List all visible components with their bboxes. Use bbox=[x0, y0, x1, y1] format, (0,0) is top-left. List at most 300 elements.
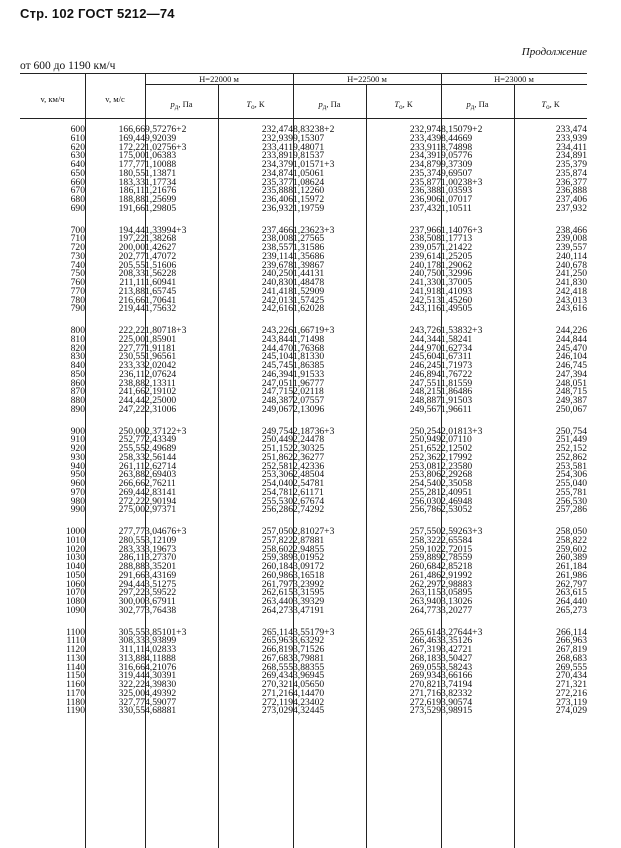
table-cell: 257,286 bbox=[555, 504, 587, 516]
table-cell: 250,949 bbox=[409, 434, 441, 446]
table-cell: 1,56228 bbox=[145, 268, 177, 280]
table-cell: 258,322 bbox=[409, 534, 441, 546]
table-cell: 1,67311 bbox=[441, 351, 472, 363]
table-cell: 1,58241 bbox=[441, 333, 473, 345]
table-cell: 237,466 bbox=[261, 224, 293, 236]
table-cell: 253,306 bbox=[261, 469, 293, 481]
table-cell: 247,715 bbox=[261, 386, 293, 398]
table-cell: 233,33 bbox=[118, 360, 145, 371]
table-cell: 243,844 bbox=[261, 333, 293, 345]
table-cell: 4,68881 bbox=[145, 705, 177, 717]
table-cell: 3,82332 bbox=[441, 687, 473, 699]
table-cell: 600 bbox=[70, 124, 85, 135]
table-cell: 191,66 bbox=[118, 202, 145, 214]
table-cell: 1,14076+3 bbox=[441, 224, 483, 236]
table-cell: 255,55 bbox=[118, 443, 145, 454]
table-cell: 1,57425 bbox=[293, 294, 325, 306]
table-cell: 1,71973 bbox=[441, 360, 473, 371]
table-cell: 2,35058 bbox=[441, 478, 473, 489]
table-cell: 1,23623+3 bbox=[293, 224, 335, 236]
table-cell: 180,55 bbox=[118, 167, 145, 179]
table-cell: 237,932 bbox=[555, 202, 587, 214]
table-cell: 225,00 bbox=[118, 333, 145, 345]
table-cell: 240,178 bbox=[409, 259, 441, 271]
table-cell: 272,22 bbox=[118, 495, 145, 507]
table-cell: 236,888 bbox=[555, 185, 587, 197]
table-cell: 255,530 bbox=[261, 495, 293, 507]
table-cell: 1,47072 bbox=[145, 250, 177, 262]
table-cell: 244,226 bbox=[555, 325, 587, 336]
table-cell: 261,11 bbox=[118, 460, 145, 472]
table-cell: 1,15972 bbox=[293, 194, 325, 205]
table-cell: 294,44 bbox=[118, 578, 145, 590]
table-cell: 1170 bbox=[66, 687, 85, 699]
table-cell: 1,76368 bbox=[293, 342, 325, 354]
table-cell: 257,822 bbox=[261, 534, 293, 546]
table-cell: 1,33994+3 bbox=[145, 224, 187, 236]
table-cell: 232,474 bbox=[261, 124, 293, 135]
table-cell: 237,432 bbox=[409, 202, 441, 214]
table-cell: 302,77 bbox=[118, 604, 145, 616]
table-cell: 4,32445 bbox=[293, 705, 325, 717]
table-cell: 272,619 bbox=[409, 696, 441, 708]
table-cell: 265,273 bbox=[555, 604, 587, 616]
table-cell: 2,24478 bbox=[293, 434, 325, 446]
table-cell: 2,43349 bbox=[145, 434, 177, 446]
table-cell: 4,59077 bbox=[145, 696, 177, 708]
table-cell: 3,43169 bbox=[145, 569, 177, 581]
table-cell: 254,306 bbox=[555, 469, 587, 481]
table-cell: 266,963 bbox=[555, 635, 587, 647]
table-cell: 246,104 bbox=[555, 351, 587, 363]
table-cell: 1,17734 bbox=[145, 176, 177, 188]
table-cell: 240,250 bbox=[261, 268, 293, 280]
table-cell: 3,05895 bbox=[441, 587, 473, 599]
table-cell: 269,934 bbox=[409, 670, 441, 682]
table-cell: 850 bbox=[70, 368, 85, 380]
table-cell: 1,31586 bbox=[293, 242, 325, 253]
table-cell: 3,42721 bbox=[441, 644, 473, 655]
table-cell: 2,31006 bbox=[145, 403, 177, 415]
table-cell: 250,00 bbox=[118, 425, 145, 437]
table-cell: 3,67911 bbox=[145, 596, 176, 607]
table-cell: 266,819 bbox=[261, 644, 293, 655]
table-cell: 2,62714 bbox=[145, 460, 177, 472]
table-cell: 1040 bbox=[65, 561, 85, 572]
table-cell: 1,96561 bbox=[145, 351, 177, 363]
table-cell: 3,01952 bbox=[293, 552, 325, 564]
table-cell: 273,119 bbox=[556, 696, 587, 708]
table-cell: 760 bbox=[70, 277, 85, 288]
table-cell: 2,02042 bbox=[145, 360, 177, 371]
table-cell: 241,918 bbox=[409, 285, 441, 297]
table-cell: 242,513 bbox=[409, 294, 441, 306]
table-cell: 256,530 bbox=[555, 495, 587, 507]
table-cell: 3,71526 bbox=[293, 644, 325, 655]
table-cell: 4,49392 bbox=[145, 687, 177, 699]
table-cell: 2,12502 bbox=[441, 443, 473, 454]
table-cell: 169,44 bbox=[118, 132, 145, 144]
table-cell: 313,88 bbox=[118, 652, 145, 664]
table-cell: 2,29268 bbox=[441, 469, 473, 481]
table-cell: 2,76211 bbox=[145, 478, 176, 489]
table-cell: 243,116 bbox=[410, 303, 441, 315]
table-cell: 3,39329 bbox=[293, 596, 325, 607]
table-cell: 263,615 bbox=[555, 587, 587, 599]
table-cell: 2,23580 bbox=[441, 460, 473, 472]
group-header-22500: H=22500 м bbox=[347, 74, 387, 84]
table-cell: 780 bbox=[70, 294, 85, 306]
table-cell: 1,66719+3 bbox=[293, 325, 335, 336]
table-cell: 271,716 bbox=[409, 687, 441, 699]
table-cell: 205,55 bbox=[118, 259, 145, 271]
table-cell: 219,44 bbox=[118, 303, 145, 315]
table-cell: 1,80718+3 bbox=[145, 325, 187, 336]
table-cell: 970 bbox=[70, 486, 85, 498]
table-cell: 270,321 bbox=[261, 679, 293, 690]
table-cell: 261,184 bbox=[555, 561, 587, 572]
table-cell: 1180 bbox=[66, 696, 85, 708]
table-cell: 1,45260 bbox=[441, 294, 473, 306]
table-cell: 280,55 bbox=[118, 534, 145, 546]
table-cell: 1,27565 bbox=[293, 233, 325, 245]
table-cell: 188,88 bbox=[118, 194, 145, 205]
table-cell: 265,963 bbox=[261, 635, 293, 647]
table-cell: 1030 bbox=[65, 552, 85, 564]
table-cell: 2,83141 bbox=[145, 486, 177, 498]
table-cell: 1,07017 bbox=[441, 194, 473, 205]
table-cell: 9,37309 bbox=[441, 159, 473, 170]
table-cell: 269,055 bbox=[409, 661, 441, 673]
table-cell: 610 bbox=[70, 132, 85, 144]
table-cell: 237,966 bbox=[409, 224, 441, 236]
table-cell: 238,508 bbox=[409, 233, 441, 245]
table-cell: 233,891 bbox=[261, 150, 293, 162]
table-cell: 1150 bbox=[66, 670, 85, 682]
table-cell: 2,67674 bbox=[293, 495, 325, 507]
table-cell: 1,35686 bbox=[293, 250, 325, 262]
table-cell: 266,114 bbox=[556, 626, 587, 638]
table-cell: 197,22 bbox=[118, 233, 145, 245]
table-cell: 247,551 bbox=[409, 377, 441, 389]
table-cell: 255,040 bbox=[555, 478, 587, 489]
table-cell: 172,22 bbox=[118, 141, 145, 153]
table-cell: 234,891 bbox=[555, 150, 587, 162]
table-cell: 241,250 bbox=[555, 268, 587, 280]
table-cell: 305,55 bbox=[118, 626, 145, 638]
col-header-temperature: $T_о$, К bbox=[394, 99, 413, 111]
table-cell: 1,41093 bbox=[441, 285, 473, 297]
table-cell: 291,66 bbox=[118, 569, 145, 581]
table-cell: 330,55 bbox=[118, 705, 145, 717]
table-cell: 238,88 bbox=[118, 377, 145, 389]
table-cell: 1,21676 bbox=[145, 185, 177, 197]
table-cell: 2,19102 bbox=[145, 386, 177, 398]
table-cell: 1,51606 bbox=[145, 259, 177, 271]
table-cell: 4,23402 bbox=[293, 696, 325, 708]
table-cell: 1,25699 bbox=[145, 194, 177, 205]
table-cell: 950 bbox=[70, 469, 85, 481]
table-cell: 1,10511 bbox=[441, 202, 472, 214]
table-cell: 4,14470 bbox=[293, 687, 325, 699]
table-cell: 1,17713 bbox=[441, 233, 473, 245]
table-cell: 264,440 bbox=[555, 596, 587, 607]
table-cell: 9,92039 bbox=[145, 132, 177, 144]
table-cell: 243,226 bbox=[261, 325, 293, 336]
table-cell: 266,463 bbox=[409, 635, 441, 647]
table-cell: 183,33 bbox=[118, 176, 145, 188]
table-cell: 252,862 bbox=[555, 451, 587, 463]
table-cell: 235,374 bbox=[409, 167, 441, 179]
table-cell: 238,557 bbox=[261, 242, 293, 253]
table-cell: 1,38268 bbox=[145, 233, 177, 245]
table-cell: 3,98915 bbox=[441, 705, 473, 717]
table-cell: 660 bbox=[70, 176, 85, 188]
table-cell: 1,65745 bbox=[145, 285, 177, 297]
table-cell: 252,152 bbox=[555, 443, 587, 454]
table-cell: 1,81330 bbox=[293, 351, 325, 363]
table-cell: 810 bbox=[70, 333, 85, 345]
table-cell: 640 bbox=[70, 159, 85, 170]
table-cell: 670 bbox=[70, 185, 85, 197]
table-cell: 940 bbox=[70, 460, 85, 472]
table-cell: 870 bbox=[70, 386, 85, 398]
table-cell: 3,47191 bbox=[293, 604, 325, 616]
table-cell: 256,286 bbox=[261, 504, 293, 516]
table-cell: 1,02756+3 bbox=[145, 141, 187, 153]
table-row bbox=[20, 506, 587, 515]
table-cell: 8,15079+2 bbox=[441, 124, 483, 135]
table-cell: 3,74194 bbox=[441, 679, 473, 690]
table-cell: 3,88355 bbox=[293, 661, 325, 673]
table-cell: 3,90574 bbox=[441, 696, 473, 708]
table-cell: 254,040 bbox=[261, 478, 293, 489]
table-cell: 273,529 bbox=[409, 705, 441, 717]
table-cell: 1,71498 bbox=[293, 333, 325, 345]
table-cell: 227,77 bbox=[118, 342, 145, 354]
table-cell: 2,97371 bbox=[145, 504, 177, 516]
table-cell: 263,115 bbox=[410, 587, 441, 599]
table-cell: 273,029 bbox=[261, 705, 293, 717]
table-cell: 261,797 bbox=[261, 578, 293, 590]
table-cell: 259,102 bbox=[409, 543, 441, 555]
table-cell: 960 bbox=[70, 478, 85, 489]
table-cell: 325,00 bbox=[118, 687, 145, 699]
table-cell: 2,53052 bbox=[441, 504, 473, 516]
table-cell: 265,614 bbox=[409, 626, 441, 638]
table-cell: 2,30325 bbox=[293, 443, 325, 454]
group-header-22000: H=22000 м bbox=[199, 74, 239, 84]
table-cell: 1,19759 bbox=[293, 202, 325, 214]
table-cell: 790 bbox=[70, 303, 85, 315]
table-cell: 250,449 bbox=[261, 434, 293, 446]
table-cell: 1,70641 bbox=[145, 294, 177, 306]
table-cell: 1120 bbox=[66, 644, 85, 655]
col-header-speed-kmh: v, км/ч bbox=[40, 94, 65, 104]
table-cell: 272,119 bbox=[262, 696, 293, 708]
table-cell: 258,822 bbox=[555, 534, 587, 546]
table-cell: 2,13311 bbox=[145, 377, 176, 389]
table-cell: 244,344 bbox=[409, 333, 441, 345]
table-cell: 770 bbox=[70, 285, 85, 297]
table-cell: 234,379 bbox=[261, 159, 293, 170]
table-cell: 286,11 bbox=[118, 552, 145, 564]
table-cell: 1,91181 bbox=[145, 342, 176, 354]
table-cell: 216,66 bbox=[118, 294, 145, 306]
table-cell: 262,797 bbox=[555, 578, 587, 590]
table-cell: 2,98883 bbox=[441, 578, 473, 590]
table-cell: 710 bbox=[70, 233, 85, 245]
table-cell: 620 bbox=[70, 141, 85, 153]
table-cell: 244,470 bbox=[261, 342, 293, 354]
table-cell: 247,22 bbox=[118, 403, 145, 415]
table-cell: 240,750 bbox=[409, 268, 441, 280]
table-cell: 271,216 bbox=[261, 687, 293, 699]
table-row bbox=[20, 707, 587, 716]
table-cell: 308,33 bbox=[118, 635, 145, 647]
table-cell: 239,557 bbox=[555, 242, 587, 253]
table-cell: 1,48478 bbox=[293, 277, 325, 288]
table-cell: 249,754 bbox=[261, 425, 293, 437]
table-cell: 260,389 bbox=[555, 552, 587, 564]
header-bottom-rule bbox=[20, 118, 587, 119]
table-cell: 235,877 bbox=[409, 176, 441, 188]
table-cell: 1,10088 bbox=[145, 159, 177, 170]
table-cell: 245,104 bbox=[261, 351, 293, 363]
table-cell: 1060 bbox=[65, 578, 85, 590]
table-cell: 4,30391 bbox=[145, 670, 177, 682]
table-cell: 3,51275 bbox=[145, 578, 177, 590]
table-cell: 9,15307 bbox=[293, 132, 325, 144]
table-cell: 9,05776 bbox=[441, 150, 473, 162]
table-cell: 2,48504 bbox=[293, 469, 325, 481]
table-cell: 3,76438 bbox=[145, 604, 177, 616]
table-cell: 258,050 bbox=[555, 526, 587, 537]
group-header-23000: H=23000 м bbox=[494, 74, 534, 84]
table-cell: 4,11888 bbox=[145, 652, 176, 664]
table-cell: 3,16518 bbox=[293, 569, 325, 581]
table-cell: 3,12109 bbox=[145, 534, 177, 546]
table-cell: 250,254 bbox=[409, 425, 441, 437]
table-cell: 254,781 bbox=[261, 486, 293, 498]
table-cell: 248,387 bbox=[261, 395, 293, 406]
table-cell: 263,88 bbox=[118, 469, 145, 481]
table-cell: 2,85218 bbox=[441, 561, 473, 572]
table-cell: 2,42336 bbox=[293, 460, 325, 472]
table-cell: 3,93899 bbox=[145, 635, 177, 647]
table-cell: 1,76722 bbox=[441, 368, 473, 380]
table-cell: 2,54781 bbox=[293, 478, 325, 489]
table-cell: 1,85901 bbox=[145, 333, 177, 345]
table-cell: 2,40951 bbox=[441, 486, 473, 498]
table-cell: 3,55179+3 bbox=[293, 626, 335, 638]
table-cell: 1,42627 bbox=[145, 242, 177, 253]
table-cell: 9,69507 bbox=[441, 167, 473, 179]
table-cell: 4,21076 bbox=[145, 661, 177, 673]
table-cell: 2,56144 bbox=[145, 451, 177, 463]
table-cell: 251,152 bbox=[261, 443, 293, 454]
table-cell: 242,013 bbox=[261, 294, 293, 306]
table-cell: 1190 bbox=[66, 705, 85, 717]
table-cell: 260,184 bbox=[261, 561, 293, 572]
table-row bbox=[20, 607, 587, 616]
table-cell: 1,52909 bbox=[293, 285, 325, 297]
table-cell: 2,69403 bbox=[145, 469, 177, 481]
table-cell: 2,81027+3 bbox=[293, 526, 335, 537]
table-cell: 9,57276+2 bbox=[145, 124, 187, 135]
table-cell: 269,434 bbox=[261, 670, 293, 682]
table-cell: 2,78559 bbox=[441, 552, 473, 564]
table-cell: 2,37122+3 bbox=[145, 425, 187, 437]
table-cell: 232,939 bbox=[261, 132, 293, 144]
table-cell: 241,330 bbox=[409, 277, 441, 288]
table-cell: 630 bbox=[70, 150, 85, 162]
table-cell: 1,06383 bbox=[145, 150, 177, 162]
table-cell: 1,29062 bbox=[441, 259, 473, 271]
table-cell: 239,614 bbox=[409, 250, 441, 262]
table-cell: 260,684 bbox=[409, 561, 441, 572]
table-cell: 246,394 bbox=[261, 368, 293, 380]
table-cell: 1,81559 bbox=[441, 377, 473, 389]
speed-range-caption: от 600 до 1190 км/ч bbox=[20, 60, 116, 72]
table-row bbox=[20, 205, 587, 214]
table-cell: 250,754 bbox=[555, 425, 587, 437]
table-cell: 239,057 bbox=[409, 242, 441, 253]
table-cell: 8,74898 bbox=[441, 141, 473, 153]
table-cell: 1,62028 bbox=[293, 303, 325, 315]
table-cell: 271,321 bbox=[555, 679, 587, 690]
table-cell: 243,726 bbox=[409, 325, 441, 336]
table-cell: 2,74292 bbox=[293, 504, 325, 516]
table-cell: 267,319 bbox=[409, 644, 441, 655]
table-cell: 2,18736+3 bbox=[293, 425, 335, 437]
table-cell: 2,25000 bbox=[145, 395, 177, 406]
table-cell: 900 bbox=[70, 425, 85, 437]
table-cell: 1,53832+3 bbox=[441, 325, 483, 336]
table-cell: 3,19673 bbox=[145, 543, 177, 555]
table-cell: 8,44669 bbox=[441, 132, 473, 144]
table-cell: 3,13026 bbox=[441, 596, 473, 607]
table-cell: 2,36277 bbox=[293, 451, 325, 463]
table-cell: 4,39830 bbox=[145, 679, 177, 690]
table-cell: 800 bbox=[70, 325, 85, 336]
table-cell: 3,58243 bbox=[441, 661, 473, 673]
table-cell: 730 bbox=[70, 250, 85, 262]
table-cell: 1,96777 bbox=[293, 377, 325, 389]
table-cell: 235,874 bbox=[555, 167, 587, 179]
table-cell: 239,678 bbox=[261, 259, 293, 271]
table-cell: 1,08624 bbox=[293, 176, 325, 188]
table-cell: 241,830 bbox=[555, 277, 587, 288]
table-cell: 3,35201 bbox=[145, 561, 177, 572]
table-cell: 256,786 bbox=[409, 504, 441, 516]
table-cell: 186,11 bbox=[118, 185, 145, 197]
table-cell: 2,01813+3 bbox=[441, 425, 483, 437]
table-cell: 244,44 bbox=[118, 395, 145, 406]
table-cell: 200,00 bbox=[118, 242, 145, 253]
table-cell: 3,20277 bbox=[441, 604, 473, 616]
table-cell: 252,362 bbox=[409, 451, 441, 463]
table-cell: 246,745 bbox=[555, 360, 587, 371]
table-cell: 1,05061 bbox=[293, 167, 325, 179]
col-header-pressure: $p_д$, Па bbox=[318, 99, 341, 111]
table-cell: 246,894 bbox=[409, 368, 441, 380]
table-cell: 251,652 bbox=[409, 443, 441, 454]
table-cell: 1010 bbox=[65, 534, 85, 546]
table-cell: 2,65584 bbox=[441, 534, 473, 546]
table-cell: 1050 bbox=[65, 569, 85, 581]
table-cell: 269,555 bbox=[555, 661, 587, 673]
